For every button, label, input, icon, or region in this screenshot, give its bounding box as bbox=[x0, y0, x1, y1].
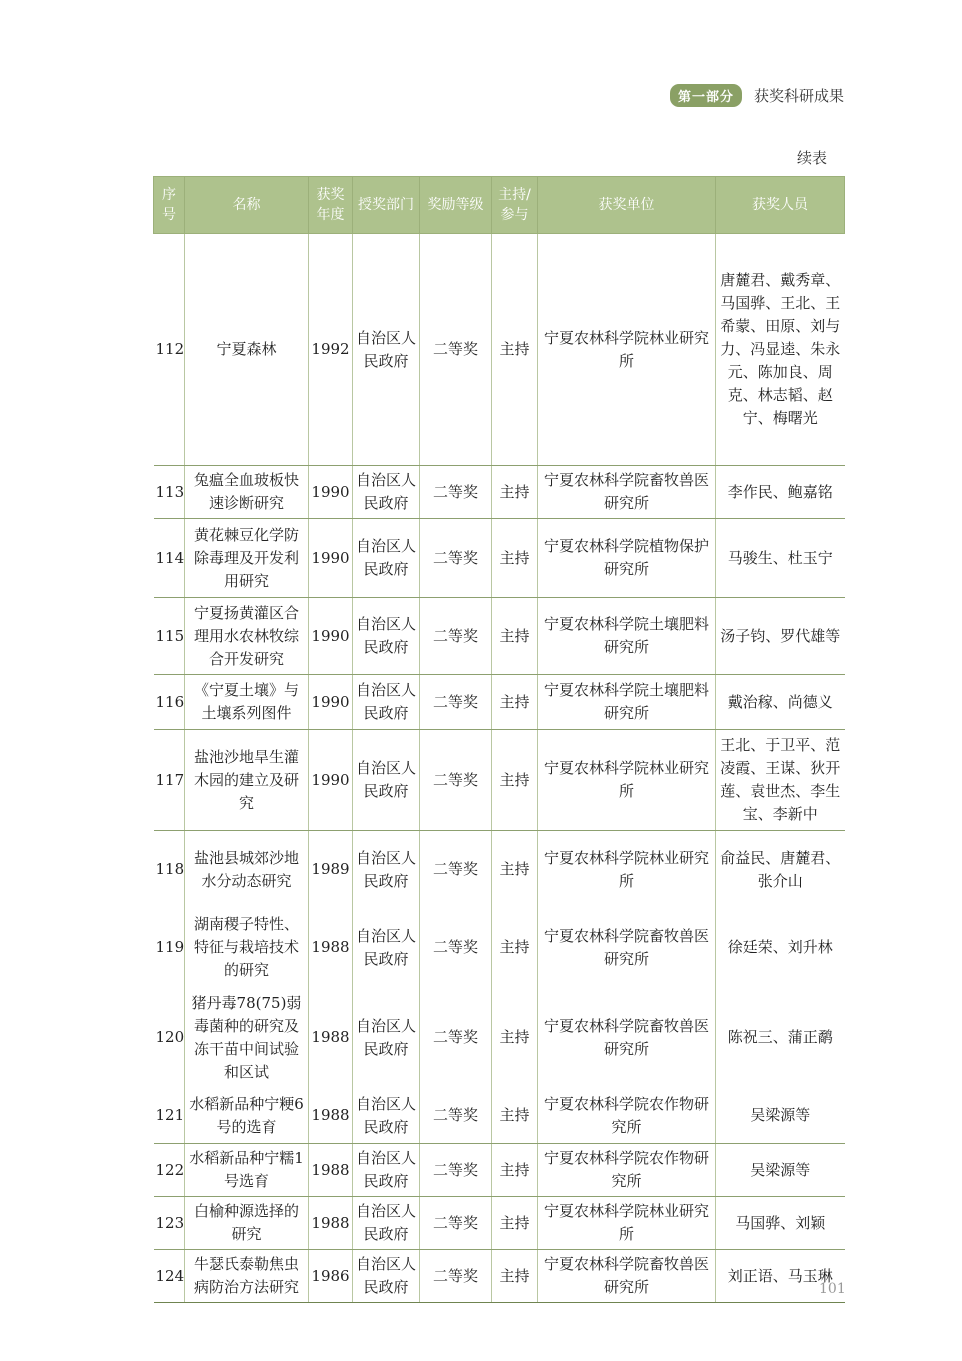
cell-no: 122 bbox=[154, 1144, 185, 1197]
cell-year: 1990 bbox=[309, 730, 353, 831]
table-row bbox=[154, 234, 845, 466]
table-row bbox=[154, 598, 845, 675]
cell-level: 二等奖 bbox=[420, 909, 492, 987]
cell-people: 徐廷荣、刘升林 bbox=[716, 909, 845, 987]
cell-dept: 自治区人民政府 bbox=[353, 909, 420, 987]
cell-people: 汤子钧、罗代雄等 bbox=[716, 598, 845, 675]
cell-name: 盐池沙地旱生灌木园的建立及研究 bbox=[185, 730, 309, 831]
col-header-role: 主持/参与 bbox=[492, 177, 538, 234]
col-header-year: 获奖年度 bbox=[309, 177, 353, 234]
col-header-no: 序号 bbox=[154, 177, 185, 234]
table-row bbox=[154, 909, 845, 987]
cell-year: 1990 bbox=[309, 466, 353, 519]
cell-name: 宁夏扬黄灌区合理用水农林牧综合开发研究 bbox=[185, 598, 309, 675]
cell-unit: 宁夏农林科学院畜牧兽医研究所 bbox=[538, 466, 716, 519]
table-row bbox=[154, 1250, 845, 1303]
col-header-level: 奖励等级 bbox=[420, 177, 492, 234]
table-row bbox=[154, 519, 845, 598]
cell-unit: 宁夏农林科学院畜牧兽医研究所 bbox=[538, 1250, 716, 1303]
cell-role: 主持 bbox=[492, 909, 538, 987]
cell-year: 1992 bbox=[309, 234, 353, 466]
cell-name: 白榆种源选择的研究 bbox=[185, 1197, 309, 1250]
cell-dept: 自治区人民政府 bbox=[353, 730, 420, 831]
cell-name: 湖南稷子特性、特征与栽培技术的研究 bbox=[185, 909, 309, 987]
cell-level: 二等奖 bbox=[420, 1197, 492, 1250]
cell-dept: 自治区人民政府 bbox=[353, 987, 420, 1089]
cell-name: 牛瑟氏泰勒焦虫病防治方法研究 bbox=[185, 1250, 309, 1303]
cell-name: 水稻新品种宁粳6号的选育 bbox=[185, 1089, 309, 1144]
cell-people: 王北、于卫平、范凌霞、王谋、狄开莲、袁世杰、李生宝、李新中 bbox=[716, 730, 845, 831]
cell-role: 主持 bbox=[492, 730, 538, 831]
cell-no: 113 bbox=[154, 466, 185, 519]
cell-unit: 宁夏农林科学院土壤肥料研究所 bbox=[538, 598, 716, 675]
cell-unit: 宁夏农林科学院土壤肥料研究所 bbox=[538, 675, 716, 730]
table-row bbox=[154, 730, 845, 831]
cell-level: 二等奖 bbox=[420, 831, 492, 909]
cell-no: 121 bbox=[154, 1089, 185, 1144]
table-row bbox=[154, 1197, 845, 1250]
cell-no: 119 bbox=[155, 938, 185, 956]
col-header-dept: 授奖部门 bbox=[353, 177, 420, 234]
cell-year: 1988 bbox=[309, 1089, 353, 1144]
cell-role: 主持 bbox=[492, 987, 538, 1089]
cell-level: 二等奖 bbox=[420, 519, 492, 598]
awards-table bbox=[153, 176, 845, 1303]
cell-unit: 宁夏农林科学院畜牧兽医研究所 bbox=[538, 909, 716, 987]
cell-role: 主持 bbox=[492, 234, 538, 466]
cell-role: 主持 bbox=[492, 1197, 538, 1250]
cell-role: 主持 bbox=[492, 1250, 538, 1303]
cell-dept: 自治区人民政府 bbox=[353, 1197, 420, 1250]
cell-name: 兔瘟全血玻板快速诊断研究 bbox=[185, 466, 309, 519]
cell-dept: 自治区人民政府 bbox=[353, 1089, 420, 1144]
cell-level: 二等奖 bbox=[420, 598, 492, 675]
table-row bbox=[154, 675, 845, 730]
table-row bbox=[154, 1144, 845, 1197]
cell-people: 唐麓君、戴秀章、马国骅、王北、王希蒙、田原、刘与力、冯显逵、朱永元、陈加良、周克、林志韬、赵宁、梅曙光 bbox=[716, 234, 845, 466]
cell-name: 宁夏森林 bbox=[185, 234, 309, 466]
cell-people: 刘正语、马玉琳 bbox=[716, 1250, 845, 1303]
col-header-unit: 获奖单位 bbox=[538, 177, 716, 234]
cell-year: 1988 bbox=[309, 987, 353, 1089]
cell-year: 1988 bbox=[309, 909, 353, 987]
cell-name: 《宁夏土壤》与土壤系列图件 bbox=[185, 675, 309, 730]
cell-level: 二等奖 bbox=[420, 234, 492, 466]
cell-name: 水稻新品种宁糯1号选育 bbox=[185, 1144, 309, 1197]
table-row bbox=[154, 831, 845, 909]
cell-people: 马国骅、刘颖 bbox=[716, 1197, 845, 1250]
part-badge: 第一部分 bbox=[670, 84, 742, 107]
cell-people: 李作民、鲍嘉铭 bbox=[716, 466, 845, 519]
cell-no: 114 bbox=[154, 519, 185, 598]
cell-year: 1990 bbox=[309, 675, 353, 730]
table-row bbox=[154, 466, 845, 519]
cell-level: 二等奖 bbox=[420, 466, 492, 519]
cell-role: 主持 bbox=[492, 1144, 538, 1197]
cell-role: 主持 bbox=[492, 1089, 538, 1144]
cell-people: 马骏生、杜玉宁 bbox=[716, 519, 845, 598]
cell-role: 主持 bbox=[492, 598, 538, 675]
continued-label: 续表 bbox=[797, 149, 828, 167]
cell-unit: 宁夏农林科学院林业研究所 bbox=[538, 831, 716, 909]
cell-year: 1988 bbox=[309, 1144, 353, 1197]
cell-unit: 宁夏农林科学院林业研究所 bbox=[538, 1197, 716, 1250]
running-header bbox=[670, 84, 844, 107]
cell-no: 117 bbox=[154, 730, 185, 831]
cell-year: 1990 bbox=[309, 519, 353, 598]
cell-name: 黄花棘豆化学防除毒理及开发利用研究 bbox=[185, 519, 309, 598]
cell-dept: 自治区人民政府 bbox=[353, 598, 420, 675]
cell-dept: 自治区人民政府 bbox=[353, 1250, 420, 1303]
cell-no: 123 bbox=[154, 1197, 185, 1250]
cell-name: 猪丹毒78(75)弱毒菌种的研究及冻干苗中间试验和区试 bbox=[185, 987, 309, 1089]
cell-role: 主持 bbox=[492, 831, 538, 909]
cell-name: 盐池县城郊沙地水分动态研究 bbox=[185, 831, 309, 909]
cell-dept: 自治区人民政府 bbox=[353, 675, 420, 730]
cell-level: 二等奖 bbox=[420, 730, 492, 831]
cell-dept: 自治区人民政府 bbox=[353, 234, 420, 466]
cell-dept: 自治区人民政府 bbox=[353, 831, 420, 909]
cell-no: 116 bbox=[154, 675, 185, 730]
table-row bbox=[154, 987, 845, 1089]
cell-year: 1986 bbox=[309, 1250, 353, 1303]
cell-role: 主持 bbox=[492, 675, 538, 730]
cell-unit: 宁夏农林科学院农作物研究所 bbox=[538, 1144, 716, 1197]
cell-unit: 宁夏农林科学院农作物研究所 bbox=[538, 1089, 716, 1144]
cell-role: 主持 bbox=[492, 466, 538, 519]
cell-year: 1990 bbox=[309, 598, 353, 675]
cell-dept: 自治区人民政府 bbox=[353, 466, 420, 519]
cell-people: 吴梁源等 bbox=[716, 1089, 845, 1144]
cell-year: 1988 bbox=[309, 1197, 353, 1250]
cell-dept: 自治区人民政府 bbox=[353, 1144, 420, 1197]
cell-level: 二等奖 bbox=[420, 1144, 492, 1197]
cell-people: 俞益民、唐麓君、张介山 bbox=[716, 831, 845, 909]
cell-year: 1989 bbox=[309, 831, 353, 909]
cell-no: 112 bbox=[154, 234, 185, 466]
cell-unit: 宁夏农林科学院林业研究所 bbox=[538, 730, 716, 831]
section-title: 获奖科研成果 bbox=[753, 87, 844, 105]
table-row bbox=[154, 1089, 845, 1144]
col-header-people: 获奖人员 bbox=[716, 177, 845, 234]
cell-role: 主持 bbox=[492, 519, 538, 598]
cell-people: 吴梁源等 bbox=[716, 1144, 845, 1197]
table-header-row bbox=[154, 177, 845, 234]
cell-unit: 宁夏农林科学院林业研究所 bbox=[538, 234, 716, 466]
cell-no: 124 bbox=[154, 1250, 185, 1303]
col-header-name: 名称 bbox=[185, 177, 309, 234]
cell-people: 戴治稼、尚德义 bbox=[716, 675, 845, 730]
cell-level: 二等奖 bbox=[420, 987, 492, 1089]
page-number: 101 bbox=[819, 1281, 846, 1297]
cell-unit: 宁夏农林科学院植物保护研究所 bbox=[538, 519, 716, 598]
cell-dept: 自治区人民政府 bbox=[353, 519, 420, 598]
cell-no: 120 bbox=[155, 1028, 185, 1046]
cell-unit: 宁夏农林科学院畜牧兽医研究所 bbox=[538, 987, 716, 1089]
cell-people: 陈祝三、蒲正鹬 bbox=[716, 987, 845, 1089]
cell-level: 二等奖 bbox=[420, 675, 492, 730]
cell-level: 二等奖 bbox=[420, 1250, 492, 1303]
cell-no: 115 bbox=[154, 598, 185, 675]
cell-no: 118 bbox=[155, 860, 185, 879]
cell-level: 二等奖 bbox=[420, 1089, 492, 1144]
